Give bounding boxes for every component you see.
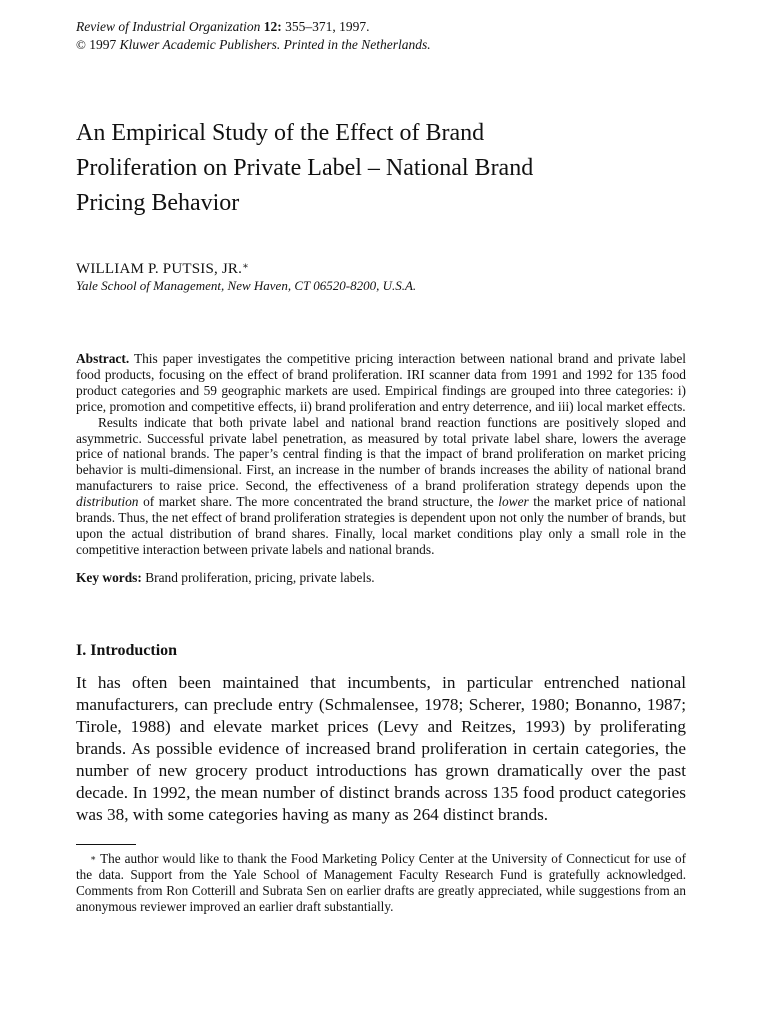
abstract-text-2a: Results indicate that both private label and national brand reaction functions are positively sloped and asymmetric. Successful private label penetration, as measured by total private label share, lowers the average price of national brands. The paper’s central finding is that the impact of brand proliferation on market pricing behavior is multi-dimensional. First, an increase in the number of brands increases the ability of national brand manufacturers to raise price. Second, the effectiveness of a brand proliferation strategy depends upon the bbox=[76, 414, 686, 494]
journal-name: Review of Industrial Organization bbox=[76, 19, 261, 34]
journal-volume: 12: bbox=[263, 19, 282, 34]
footnote bbox=[76, 851, 686, 915]
introduction-paragraph: It has often been maintained that incumbents, in particular entrenched national manufacturers, can preclude entry (Schmalensee, 1978; Scherer, 1980; Bonanno, 1987; Tirole, 1988) and elevate market prices (Levy and Reitzes, 1993) by proliferating brands. As possible evidence of increased brand proliferation in certain categories, the number of new grocery product introductions has grown dramatically over the past decade. In 1992, the mean number of distinct brands across 135 food product categories was 38, with some categories having as many as 264 distinct brands. bbox=[76, 672, 686, 824]
abstract-emphasis-lower: lower bbox=[498, 494, 529, 510]
title-line-1: An Empirical Study of the Effect of Brand bbox=[76, 120, 485, 146]
title-line-3: Pricing Behavior bbox=[76, 190, 240, 216]
footnote-mark: ∗ bbox=[90, 852, 97, 863]
abstract bbox=[76, 351, 686, 558]
paper-title bbox=[76, 116, 686, 221]
printed-note: Printed in the Netherlands. bbox=[283, 37, 431, 52]
author-name: WILLIAM P. PUTSIS, JR. bbox=[76, 261, 243, 277]
footnote-text: The author would like to thank the Food Marketing Policy Center at the University of Connecticut for use of the data. Support from the Yale School of Management Faculty Research Fund is gratefully acknowledged. Comments from Ron Cotterill and Subrata Sen on earlier drafts are greatly appreciated, while suggestions from an anonymous reviewer improved an earlier draft substantially. bbox=[76, 850, 686, 914]
copyright-year: 1997 bbox=[89, 37, 117, 52]
footnote-rule bbox=[76, 844, 136, 845]
abstract-text-2c: the market price of national brands. Thus, the net effect of brand proliferation strategies is dependent upon not only the number of brands, but upon the actual distribution of brand shares. Finally, local market conditions play only a small role in the competitive interaction between private labels and national brands. bbox=[76, 494, 687, 557]
keywords bbox=[76, 570, 686, 586]
publisher-name: Kluwer Academic Publishers. bbox=[119, 37, 281, 52]
abstract-label: Abstract. bbox=[76, 351, 130, 366]
journal-citation bbox=[76, 18, 686, 36]
copyright-symbol: © bbox=[76, 37, 86, 52]
author-footnote-mark: ∗ bbox=[242, 261, 250, 272]
abstract-emphasis-distribution: distribution bbox=[76, 494, 139, 510]
author-affiliation: Yale School of Management, New Haven, CT 06520-8200, U.S.A. bbox=[76, 278, 417, 293]
paper-page bbox=[76, 18, 686, 915]
section-heading: I. Introduction bbox=[76, 641, 178, 659]
abstract-text-1: This paper investigates the competitive pricing interaction between national brand and private label food products, focusing on the effect of brand proliferation. IRI scanner data from 1991 and 1992 for 135 food product categories and 59 geographic markets are used. Empirical findings are grouped into three categories: i) price, promotion and competitive effects, ii) brand proliferation and entry deterrence, and iii) local market effects. bbox=[76, 351, 686, 414]
title-line-2: Proliferation on Private Label – National Brand bbox=[76, 155, 534, 181]
copyright-line bbox=[76, 36, 686, 54]
abstract-text-2b: of market share. The more concentrated the brand structure, the bbox=[143, 494, 494, 510]
author-line bbox=[76, 260, 686, 278]
abstract-paragraph-1 bbox=[76, 351, 686, 415]
keywords-label: Key words: bbox=[76, 569, 142, 585]
abstract-paragraph-2 bbox=[76, 415, 686, 558]
keywords-text: Brand proliferation, pricing, private labels. bbox=[145, 569, 375, 585]
journal-pages-year: 355–371, 1997. bbox=[285, 19, 370, 34]
